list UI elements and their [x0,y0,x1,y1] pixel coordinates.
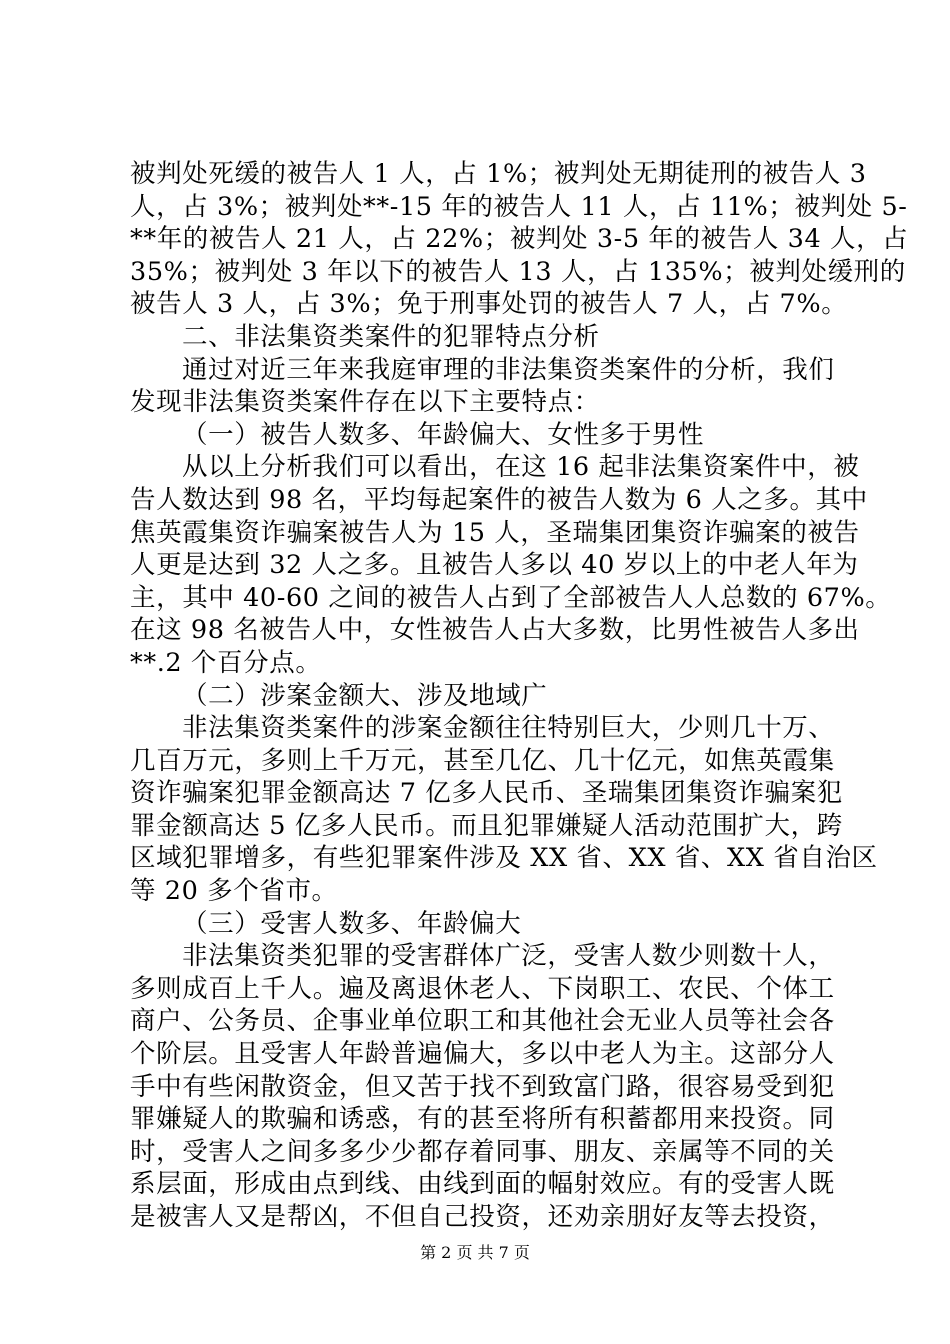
text-line: （三）受害人数多、年龄偏大 [182,908,522,939]
text-line: 焦英霞集资诈骗案被告人为 15 人，圣瑞集团集资诈骗案的被告 [130,517,860,548]
text-line: 手中有些闲散资金，但又苦于找不到致富门路，很容易受到犯 [130,1071,835,1102]
text-line: （二）涉案金额大、涉及地域广 [182,680,548,711]
text-line: 资诈骗案犯罪金额高达 7 亿多人民币、圣瑞集团集资诈骗案犯 [130,778,843,809]
text-line: 35%；被判处 3 年以下的被告人 13 人，占 135%；被判处缓刑的 [130,256,906,287]
text-line: 多则成百上千人。遍及离退休老人、下岗职工、农民、个体工 [130,973,835,1004]
text-line: 在这 98 名被告人中，女性被告人占大多数，比男性被告人多出 [130,615,860,646]
text-line: 几百万元，多则上千万元，甚至几亿、几十亿元，如焦英霞集 [130,745,835,776]
text-line: 罪金额高达 5 亿多人民币。而且犯罪嫌疑人活动范围扩大，跨 [130,810,843,841]
text-line: 通过对近三年来我庭审理的非法集资类案件的分析，我们 [182,354,835,385]
document-body [130,158,909,1234]
text-line: 被判处死缓的被告人 1 人，占 1%；被判处无期徒刑的被告人 3 [130,159,867,189]
text-line: 是被害人又是帮凶，不但自己投资，还劝亲朋好友等去投资， [130,1202,835,1232]
text-line: 商户、公务员、企事业单位职工和其他社会无业人员等社会各 [130,1006,835,1037]
text-line: 非法集资类案件的涉案金额往往特别巨大，少则几十万、 [182,713,835,744]
text-line: 主，其中 40-60 之间的被告人占到了全部被告人人总数的 67%。 [130,582,892,613]
text-line: **年的被告人 21 人，占 22%；被判处 3-5 年的被告人 34 人，占 [130,224,909,255]
text-line: 发现非法集资类案件存在以下主要特点： [130,387,600,418]
text-line: 从以上分析我们可以看出，在这 16 起非法集资案件中，被 [182,452,860,483]
text-line: 区域犯罪增多，有些犯罪案件涉及 XX 省、XX 省、XX 省自治区 [130,843,878,874]
text-line: 告人数达到 98 名，平均每起案件的被告人数为 6 人之多。其中 [130,484,868,515]
text-line: 等 20 多个省市。 [130,876,338,907]
text-line: 二、非法集资类案件的犯罪特点分析 [182,321,600,352]
text-line: 非法集资类犯罪的受害群体广泛，受害人数少则数十人， [182,941,835,972]
text-line: （一）被告人数多、年龄偏大、女性多于男性 [182,419,705,450]
text-line: 人更是达到 32 人之多。且被告人多以 40 岁以上的中老人年为 [130,550,859,581]
text-line: 人，占 3%；被判处**-15 年的被告人 11 人，占 11%；被判处 5- [130,191,908,222]
text-line: 罪嫌疑人的欺骗和诱惑，有的甚至将所有积蓄都用来投资。同 [130,1104,835,1135]
text-line: 系层面，形成由点到线、由线到面的幅射效应。有的受害人既 [130,1169,835,1200]
text-line: 被告人 3 人，占 3%；免于刑事处罚的被告人 7 人，占 7%。 [130,289,848,320]
text-line: 时，受害人之间多多少少都存着同事、朋友、亲属等不同的关 [130,1136,835,1167]
text-line: 个阶层。且受害人年龄普遍偏大，多以中老人为主。这部分人 [130,1039,835,1070]
page-footer: 第 2 页 共 7 页 [420,1243,530,1262]
text-line: **.2 个百分点。 [130,647,322,678]
